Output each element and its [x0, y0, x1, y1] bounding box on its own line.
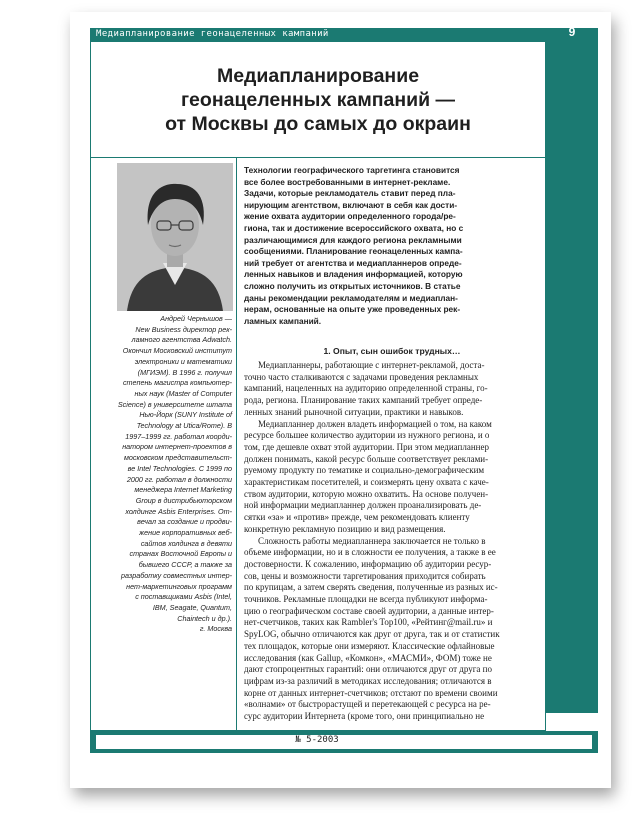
author-bio-line: ламного агентства Adwatch.: [131, 335, 232, 345]
author-bio-line: степень магистра компьютер-: [122, 378, 232, 388]
body-line: цифрам из-за различий в методиках исследования; отличаются в: [244, 675, 492, 686]
author-bio: [94, 314, 232, 635]
body-line: по крупицам, а затем сверять сведения, полученные из разных ис-: [244, 582, 498, 593]
body-line: Сложность работы медиапланнера заключается не только в: [258, 535, 486, 546]
body-line: тех площадок, которые они измеряют. Классические офлайновые: [244, 640, 495, 651]
author-bio-line: 2000 гг. работал в должности: [126, 474, 232, 484]
lead-line: различающимися для каждого региона рекламными: [244, 234, 462, 245]
lead-line: Задачи, которые рекламодатель ставит перед пла-: [244, 188, 456, 199]
body-line: нет-счетчиков, таких как Rambler's Top100, «Рейтинг@mail.ru» и: [244, 617, 493, 628]
body-line: сятки «за» и «против» прежде, чем рекомендовать клиенту: [244, 512, 470, 523]
author-bio-line: с поставщиками Asbis (Intel,: [135, 592, 232, 602]
author-bio-line: г. Москва: [199, 624, 232, 634]
body-line: точников. Рекламные площадки не всегда публикуют информа-: [244, 594, 488, 605]
lead-line: сообщениями. Планирование геонацеленных кампа-: [244, 246, 463, 257]
body-line: цию о географическом составе своей аудитории, а данные интер-: [244, 605, 494, 616]
author-bio-line: менеджера Internet Marketing: [134, 485, 232, 495]
lead-line: ленных навыков и владения информацией, которую: [244, 269, 463, 280]
author-bio-line: Group в дистрибьюторском: [135, 495, 232, 505]
body-line: Медиапланнеры, работающие с интернет-рекламой, доста-: [258, 360, 485, 370]
author-bio-line: New Business директор рек-: [135, 324, 232, 334]
article-title-line: от Москвы до самых до окраин: [165, 113, 471, 135]
lead-line: все более востребованными в интернет-рекламе.: [244, 176, 451, 187]
author-bio-line: разработку совместных интер-: [121, 570, 232, 580]
issue-number: № 5-2003: [295, 735, 339, 745]
lead-line: нерам, основанные на опыте уже проведенных рек-: [244, 304, 461, 315]
body-line: ресурсе большее количество аудитории из нужного региона, и о: [244, 430, 490, 441]
body-line: ством аудитории, которую можно охватить. На основе получен-: [244, 488, 489, 499]
body-line: должен понимать, какой ресурс больше соответствует реклами-: [244, 453, 489, 464]
author-photo: [117, 163, 233, 311]
author-bio-line: Science) в университете штата: [117, 399, 232, 409]
lead-line: ний требует от агентства и медиапланнеров опреде-: [244, 257, 462, 268]
author-bio-line: IBM, Seagate, Quantum,: [152, 602, 232, 612]
author-bio-line: электроники и математики: [134, 356, 232, 366]
lead-line: сложно получить из открытых источников. В статье: [244, 280, 461, 291]
author-bio-line: странах Восточной Европы и: [129, 549, 232, 559]
side-accent-strip: [546, 41, 598, 713]
body-line: достоверности. К сожалению, информацию об аудитории ресур-: [244, 558, 492, 569]
column-divider: [236, 157, 237, 731]
body-line: Медиапланнер должен владеть информацией о том, на каком: [258, 418, 492, 429]
section-heading: 1. Опыт, сын ошибок трудных…: [323, 346, 461, 356]
lead-line: ламных кампаний.: [244, 315, 322, 326]
author-bio-line: сайтов холдинга в девяти: [140, 538, 232, 548]
author-bio-line: Окончил Московский институт: [122, 346, 232, 356]
article-title-line: Медиапланирование: [216, 65, 420, 87]
lead-line: нирующим агентством, включают в себя как дости-: [244, 199, 458, 210]
author-bio-line: жение корпоративных веб-: [139, 528, 232, 538]
lead-line: жение охвата аудитории определенного города/ре-: [244, 211, 456, 222]
title-divider: [90, 157, 546, 158]
author-bio-line: (МГИЭМ). В 1996 г. получил: [137, 367, 232, 377]
author-bio-line: 1997–1999 гг. работал коорди-: [125, 431, 232, 441]
body-line: руемому продукту по тематике и социально-демографическим: [244, 465, 485, 476]
body-line: корне от данных интернет-счетчиков; отстают по времени своими: [244, 687, 498, 698]
article-title: [92, 64, 544, 136]
body-line: SpyLOG, обычно отличаются как друг от друга, так и от статистик: [244, 629, 500, 640]
author-bio-line: Нью-Йорк (SUNY Institute of: [139, 410, 232, 420]
body-line: ной информации медиапланнер должен проанализировать де-: [244, 500, 482, 511]
body-line: конкретную рекламную позицию и вид размещения.: [244, 523, 446, 534]
body-line: объеме информации, но и в сложности ее получения, а также в ее: [244, 547, 496, 558]
author-bio-line: Андрей Чернышов —: [160, 314, 232, 323]
author-bio-line: московском представительст-: [123, 453, 232, 463]
author-bio-line: ве Intel Technologies. С 1999 по: [127, 463, 232, 473]
body-line: исследования (как Gallup, «Комкон», «МАСМИ», ФОМ) тоже не: [244, 652, 492, 663]
body-line: кампаний, нацеленных на аудиторию определенной страны, го-: [244, 383, 488, 394]
author-bio-line: холдинге Asbis Enterprises. От-: [125, 506, 232, 516]
body-line: том, где дешевле охват этой аудитории. При этом медиапланнер: [244, 441, 489, 452]
author-bio-line: бывшего СССР, а также за: [138, 560, 232, 570]
body-line: сов, цены и возможности таргетирования приходится собирать: [244, 570, 486, 581]
body-line: точно часто сталкиваются с задачами проведения рекламных: [244, 371, 479, 382]
article-lead: [244, 165, 540, 327]
body-line: «волнами» от быстрорастущей и перетекающей с ресурса на ре-: [244, 699, 491, 710]
body-line: характеристикам посетителей, и соизмерять цену охвата с каче-: [244, 477, 489, 488]
running-title: Медиапланирование геонацеленных кампаний: [96, 29, 329, 39]
article-title-line: геонацеленных кампаний —: [180, 89, 456, 111]
lead-line: даны рекомендации рекламодателям и медиаплан-: [244, 292, 458, 303]
author-bio-line: Technology at Utica/Rome). В: [136, 421, 232, 431]
body-line: ленных знаний рыночной ситуации, практики и навыков.: [244, 406, 464, 417]
author-bio-line: натором интернет-проектов в: [122, 442, 232, 452]
author-bio-line: ных наук (Master of Computer: [134, 388, 232, 398]
page-number: 9: [568, 25, 576, 39]
lead-line: Технологии географического таргетинга становится: [244, 165, 460, 175]
author-bio-line: Chaintech и др.).: [177, 613, 232, 623]
author-portrait-image: [117, 163, 233, 311]
article-body: [244, 360, 542, 723]
body-line: сурс аудитории Интернета (кроме того, они принципиально не: [244, 711, 485, 722]
author-bio-line: нет-маркетинговых программ: [126, 581, 232, 591]
body-line: рода, региона. Планирование таких кампаний требует опреде-: [244, 395, 483, 406]
body-line: дают стопроцентных гарантий: они отличаются друг от друга по: [244, 664, 492, 675]
author-bio-line: вечал за создание и продви-: [137, 517, 232, 527]
lead-line: гиона, так и достижение всероссийского охвата, но с: [244, 222, 464, 233]
